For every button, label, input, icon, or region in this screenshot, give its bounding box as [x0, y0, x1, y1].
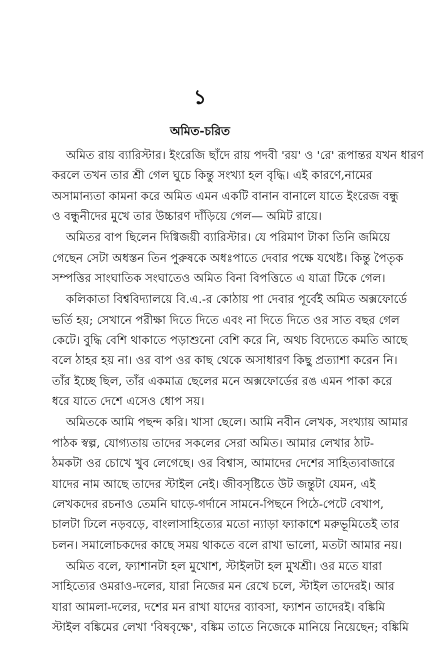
paragraph-2	[52, 227, 404, 288]
text-line: সাহিত্যের ওমরাও-দলের, যারা নিজের মন রেখে চলে, স্টাইল তাদেরই। আর	[52, 579, 395, 594]
text-line: ভর্তি হয়; সেখানে পরীক্ষা দিতে দিতে এবং না দিতে দিতে ওর সাত বছর গেল	[52, 312, 400, 327]
text-line: পাঠক স্বল্প, যোগ্যতায় তাদের সকলের সেরা অমিত। আমার লেখার ঠাট-	[52, 435, 374, 450]
text-line: অমিতকে আমি পছন্দ করি। খাসা ছেলে। আমি নবীন লেখক, সংখ্যায় আমার	[66, 415, 408, 430]
text-line: গেছেন সেটা অধস্তন তিন পুরুষকে অধঃপাতে দেবার পক্ষে যথেষ্ট। কিন্তু পৈতৃক	[52, 250, 404, 265]
text-line: করলে তখন তার শ্রী গেল ঘুচে কিন্তু সংখ্যা হল বৃদ্ধি। এই কারণে,নামের	[52, 168, 373, 183]
text-line: কেটে। বুদ্ধি বেশি থাকাতে পড়াশুনো বেশি করে নি, অথচ বিদ্যেতে কমতি আছে	[52, 333, 408, 348]
text-line: অমিত রায় ব্যারিস্টার। ইংরেজি ছাঁদে রায় পদবী 'রয়' ও 'রে' রূপান্তর যখন ধারণ	[66, 148, 424, 162]
text-line: চলন। সমালোচকদের কাছে সময় থাকতে বলে রাখা ভালো, মতটা আমার নয়।	[52, 537, 403, 552]
text-line: যারা আমলা-দলের, দশের মন রাখা যাদের ব্যাবসা, ফ্যাশন তাদেরই। বঙ্কিমি	[52, 599, 385, 614]
paragraph-1	[52, 145, 424, 226]
text-line: কলিকাতা বিশ্ববিদ্যালয়ে বি.এ.-র কোঠায় পা দেবার পূর্বেই অমিত অক্সফোর্ডে	[66, 292, 407, 307]
chapter-number: ১	[193, 85, 207, 109]
text-line: বলে ঠাহর হয় না। ওর বাপ ওর কাছ থেকে অসাধারণ কিছু প্রত্যাশা করেন নি।	[52, 353, 398, 368]
text-line: লেখকদের রচনাও তেমনি ঘাড়ে-গর্দানে সামনে-পিছনে পিঠে-পেটে বেখাপ,	[52, 496, 384, 511]
paragraph-5	[52, 556, 409, 637]
text-line: অসামান্যতা কামনা করে অমিত এমন একটি বানান বানালে যাতে ইংরেজ বন্ধু	[52, 188, 399, 203]
text-line: অমিতর বাপ ছিলেন দিগ্বিজয়ী ব্যারিস্টার। যে পরিমাণ টাকা তিনি জমিয়ে	[66, 230, 391, 245]
text-line: স্টাইল বঙ্কিমের লেখা 'বিষবৃক্ষে', বঙ্কিম তাতে নিজেকে মানিয়ে নিয়েছেন; বঙ্কিমি	[52, 619, 409, 634]
text-line: অমিত বলে, ফ্যাশানটা হল মুখোশ, স্টাইলটা হল মুখশ্রী। ওর মতে যারা	[66, 558, 382, 573]
chapter-body	[52, 145, 424, 637]
chapter-title: অমিত-চরিত	[170, 124, 230, 138]
text-line: তাঁর ইচ্ছে ছিল, তাঁর একমাত্র ছেলের মনে অক্সফোর্ডের রঙ এমন পাকা করে	[52, 373, 392, 388]
text-line: ধরে যাতে দেশে এসেও ধোপ সয়।	[52, 394, 205, 409]
text-line: ও বন্ধুনীদের মুখে তার উচ্চারণ দাঁড়িয়ে গেল— অমিট রায়ে।	[52, 209, 322, 224]
text-line: ঠমকটা ওর চোখে খুব লেগেছে। ওর বিশ্বাস, আমাদের দেশের সাহিত্যবাজারে	[52, 456, 395, 471]
text-line: সম্পত্তির সাংঘাতিক সংঘাতেও অমিত বিনা বিপত্তিতে এ যাত্রা টিকে গেল।	[52, 271, 386, 286]
paragraph-3	[52, 289, 408, 411]
text-line: চালটা ঢিলে নড়বড়ে, বাংলাসাহিত্যের মতো ন্যাড়া ফ্যাকাশে মরুভূমিতেই তার	[52, 517, 400, 532]
paragraph-4	[52, 412, 408, 554]
text-line: যাদের নাম আছে তাদের স্টাইল নেই। জীবসৃষ্টিতে উট জন্তুটা যেমন, এই	[52, 476, 376, 491]
